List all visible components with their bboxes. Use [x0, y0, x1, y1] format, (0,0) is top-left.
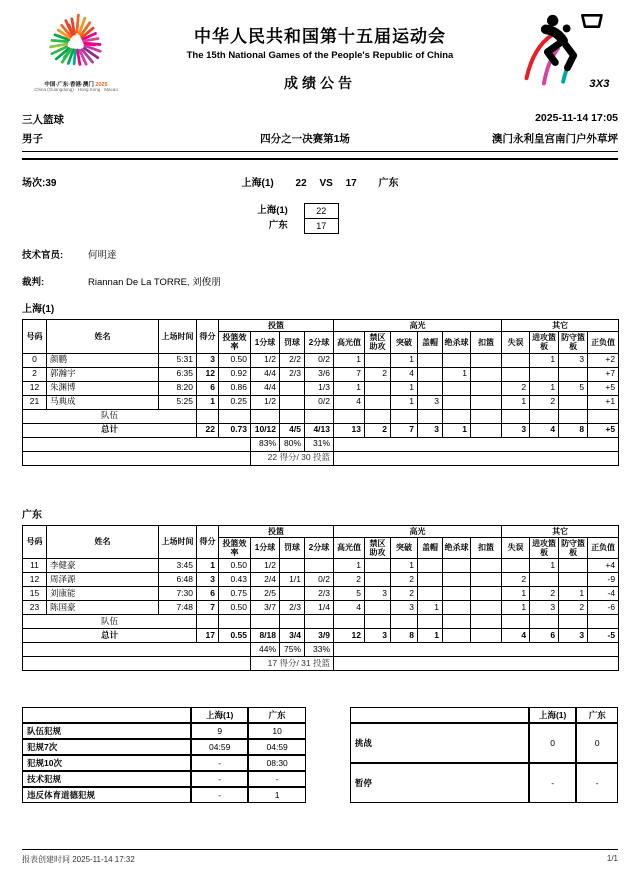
- player-rows-guangdong: [23, 559, 619, 615]
- col-key-assist: 禁区助攻: [365, 537, 391, 558]
- emblem-caption-en: China (Guangdong) · Hong Kong · Macao: [34, 87, 118, 93]
- totals-row: 总计 22 0.73 10/12 4/5 4/13 13 2 7 3 1 3 4 8 +5: [23, 423, 619, 437]
- sport-date-row: [22, 112, 618, 127]
- bottom-tables: [22, 707, 618, 803]
- col-shooting-eff: 投篮效率: [219, 332, 251, 353]
- sport-pictogram-logo: [510, 8, 618, 101]
- col-plus-minus: 正负值: [588, 332, 619, 353]
- group-other: 其它: [502, 320, 619, 332]
- referees-names: Riannan De La TORRE, 刘俊朋: [88, 277, 221, 288]
- home-team-name: 上海(1): [241, 178, 274, 189]
- score-box-home-score: 22: [304, 204, 338, 219]
- title-block: [130, 8, 510, 93]
- stats-table-header: [23, 320, 619, 354]
- games-emblem-logo: [22, 8, 130, 93]
- col-buzzer-beater: 绝杀球: [443, 537, 471, 558]
- technical-official-label: 技术官员:: [22, 250, 64, 261]
- col-highlight-value: 高光值: [334, 537, 365, 558]
- col-1pt: 1分球: [251, 537, 280, 558]
- col-1pt: 1分球: [251, 332, 280, 353]
- col-dunk: 扣篮: [471, 537, 502, 558]
- venue-label: 澳门永利皇宫南门户外草坪: [492, 133, 618, 145]
- col-buzzer-beater: 绝杀球: [443, 332, 471, 353]
- group-shooting: 投篮: [219, 525, 334, 537]
- misc-away-header: 广东: [576, 707, 618, 723]
- points-per-shot-summary: 22 得分/ 30 投篮: [251, 451, 334, 465]
- misc-rows: [350, 723, 618, 803]
- gender-label: 男子: [22, 133, 43, 145]
- col-ft: 罚球: [280, 332, 305, 353]
- score-box-away-label: 广东: [268, 220, 288, 231]
- page-number: 1/1: [606, 854, 618, 863]
- col-def-rebound: 防守篮板: [559, 332, 588, 353]
- col-drive: 突破: [391, 332, 418, 353]
- table-row: 挑战 0 0: [350, 723, 618, 763]
- sport-label: 三人篮球: [22, 114, 64, 126]
- score-box-home-label: 上海(1): [257, 205, 288, 216]
- group-other: 其它: [502, 525, 619, 537]
- col-highlight-value: 高光值: [334, 332, 365, 353]
- table-row: 11 李健豪 3:45 1 0.50 1/2 1 1 1 +4: [23, 559, 619, 573]
- col-2pt: 2分球: [305, 537, 334, 558]
- col-drive: 突破: [391, 537, 418, 558]
- team-row: 队伍: [23, 615, 619, 629]
- col-off-rebound: 进攻篮板: [530, 332, 559, 353]
- col-dunk: 扣篮: [471, 332, 502, 353]
- table-row: 队伍犯规 9 10: [22, 723, 306, 739]
- vs-label: VS: [319, 178, 333, 189]
- away-team-name: 广东: [378, 178, 399, 189]
- score-box-labels: [257, 203, 288, 234]
- match-row: [22, 174, 618, 189]
- svg-text:3X3: 3X3: [589, 77, 610, 90]
- table-row: 犯规7次 04:59 04:59: [22, 739, 306, 755]
- page-title-en: The 15th National Games of the People's Republic of China: [186, 50, 454, 61]
- group-highlights: 高光: [334, 320, 502, 332]
- technical-official-row: [22, 247, 618, 261]
- percentages-row: 44% 75% 33%: [23, 643, 619, 657]
- stats-table-shanghai: [22, 319, 619, 466]
- gender-phase-venue-row: [22, 131, 618, 146]
- table-row: 21 马典成 5:25 1 0.25 1/2 0/2 4 1 3 1 2 +1: [23, 395, 619, 409]
- masthead: [22, 8, 618, 108]
- games-emblem-sunburst-icon: [33, 8, 119, 82]
- divider-thick: [22, 158, 618, 160]
- vs-line: [162, 174, 478, 189]
- phase-label: 四分之一决赛第1场: [260, 133, 350, 145]
- points-per-shot-row: [23, 657, 619, 671]
- col-time: 上场时间: [159, 525, 197, 559]
- score-box-section: [0, 203, 596, 234]
- bulletin-title: 成绩公告: [284, 75, 356, 91]
- col-key-assist: 禁区助攻: [365, 332, 391, 353]
- percentages-row: 83% 80% 31%: [23, 437, 619, 451]
- table-row: 0 颜鹏 5:31 3 0.50 1/2 2/2 0/2 1 1 1 3 +2: [23, 353, 619, 367]
- col-plus-minus: 正负值: [588, 537, 619, 558]
- challenges-timeouts-table: [350, 707, 618, 803]
- team-section-label-shanghai: 上海(1): [22, 304, 55, 315]
- fouls-table: [22, 707, 306, 803]
- report-created-timestamp: 报表创建时间 2025-11-14 17:32: [22, 855, 135, 864]
- table-row: 暂停 - -: [350, 763, 618, 803]
- points-per-shot-summary: 17 得分/ 31 投篮: [251, 657, 334, 671]
- table-row: 12 朱渊博 8:20 6 0.86 4/4 1/3 1 1 2 1 5 +5: [23, 381, 619, 395]
- table-row: 12 周泽源 6:48 3 0.43 2/4 1/1 0/2 2 2 2 -9: [23, 573, 619, 587]
- table-row: 违反体育道德犯规 - 1: [22, 787, 306, 803]
- player-rows-shanghai: [23, 353, 619, 409]
- col-number: 号码: [23, 525, 47, 559]
- datetime-label: 2025-11-14 17:05: [535, 112, 618, 124]
- referees-label: 裁判:: [22, 277, 45, 288]
- points-per-shot-row: [23, 451, 619, 465]
- score-box-away-score: 17: [304, 219, 338, 234]
- group-highlights: 高光: [334, 525, 502, 537]
- fouls-rows: [22, 723, 306, 803]
- stats-table-header: [23, 525, 619, 559]
- table-row: 技术犯规 - -: [22, 771, 306, 787]
- team-row: 队伍: [23, 409, 619, 423]
- page-footer: [22, 849, 618, 865]
- totals-row: 总计 17 0.55 8/18 3/4 3/9 12 3 8 1 4 6 3 -5: [23, 629, 619, 643]
- summary-rows-guangdong: [23, 615, 619, 671]
- fouls-away-header: 广东: [248, 707, 305, 723]
- col-turnover: 失误: [502, 332, 530, 353]
- col-def-rebound: 防守篮板: [559, 537, 588, 558]
- team-section-label-guangdong: 广东: [22, 509, 42, 521]
- col-shooting-eff: 投篮效率: [219, 537, 251, 558]
- basketball-3x3-pictogram-icon: [516, 8, 612, 96]
- col-block: 盖帽: [418, 332, 443, 353]
- stats-table-guangdong: [22, 525, 619, 672]
- table-row: 2 郭瀚宇 6:35 12 0.92 4/4 2/3 3/6 7 2 4 1 +7: [23, 367, 619, 381]
- emblem-caption-cn: 中国·广东·香港·澳门 2025: [44, 82, 108, 88]
- summary-rows-shanghai: [23, 409, 619, 465]
- score-box: [304, 203, 339, 234]
- table-row: 15 刘康能 7:30 6 0.75 2/5 2/3 5 3 2 1 2 1 -4: [23, 587, 619, 601]
- home-score: 22: [295, 178, 307, 189]
- col-number: 号码: [23, 320, 47, 354]
- col-time: 上场时间: [159, 320, 197, 354]
- col-name: 姓名: [47, 525, 159, 559]
- table-row: 23 陈国豪 7:48 7 0.50 3/7 2/3 1/4 4 3 1 1 3 2 -6: [23, 601, 619, 615]
- col-off-rebound: 进攻篮板: [530, 537, 559, 558]
- page-title: 中华人民共和国第十五届运动会: [194, 27, 446, 46]
- col-2pt: 2分球: [305, 332, 334, 353]
- referees-row: [22, 274, 618, 288]
- col-name: 姓名: [47, 320, 159, 354]
- col-points: 得分: [197, 320, 219, 354]
- col-ft: 罚球: [280, 537, 305, 558]
- game-number: 场次:39: [22, 178, 57, 189]
- col-turnover: 失误: [502, 537, 530, 558]
- misc-home-header: 上海(1): [529, 707, 576, 723]
- away-score: 17: [345, 178, 357, 189]
- technical-official-name: 何明達: [88, 250, 117, 261]
- table-row: 犯规10次 - 08:30: [22, 755, 306, 771]
- col-block: 盖帽: [418, 537, 443, 558]
- divider-thin: [22, 151, 618, 152]
- group-shooting: 投篮: [219, 320, 334, 332]
- col-points: 得分: [197, 525, 219, 559]
- fouls-home-header: 上海(1): [191, 707, 248, 723]
